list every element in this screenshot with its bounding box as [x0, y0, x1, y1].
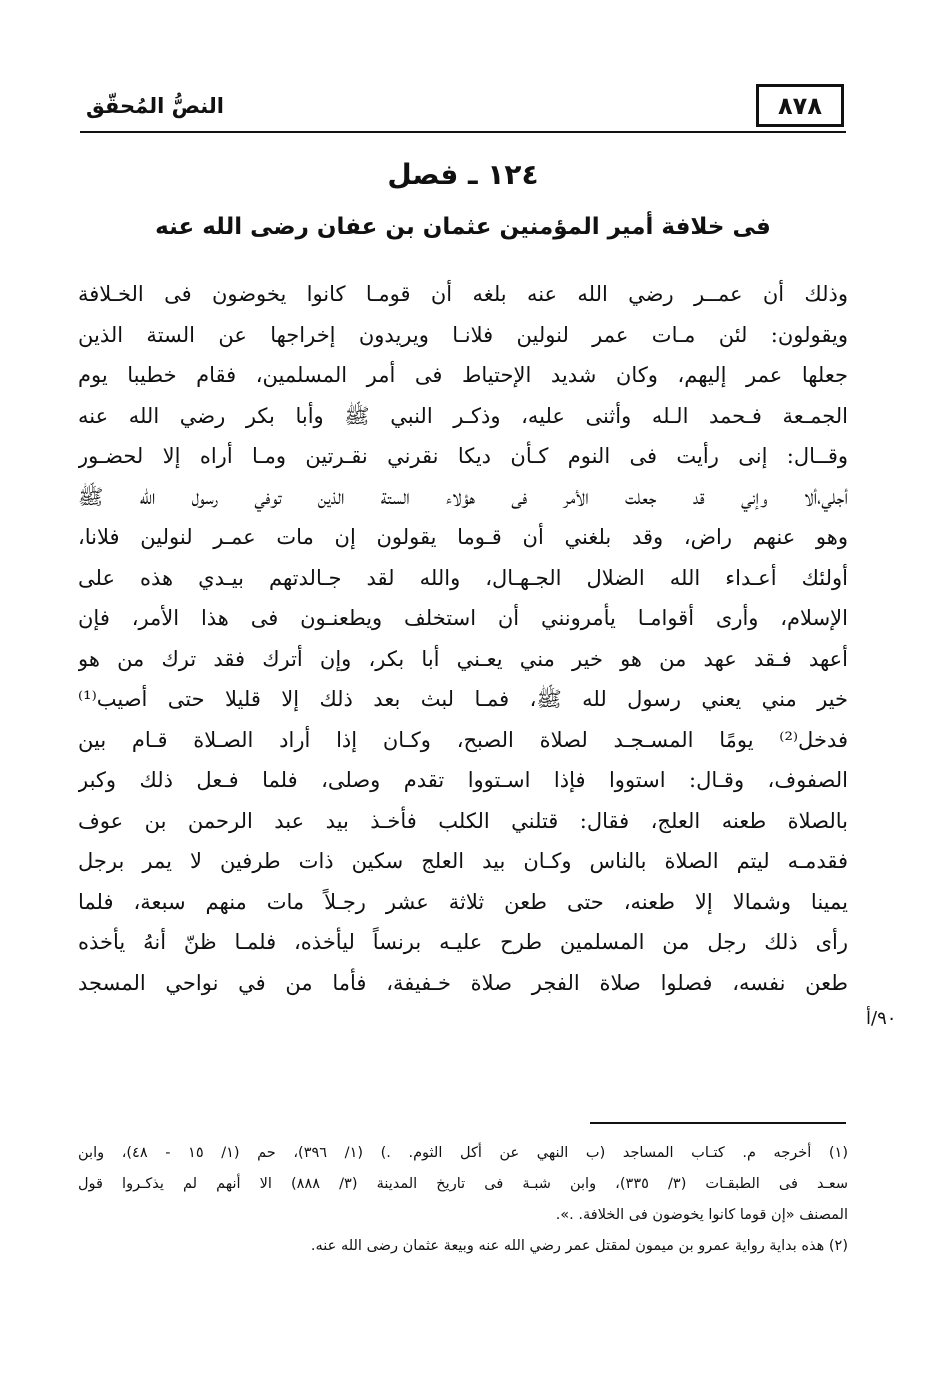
text-line: الصفوف، وقـال: استووا فإذا اسـتووا تقدم وصلى، فلما فـعل ذلك وكبر	[78, 768, 848, 792]
main-text	[78, 274, 848, 1003]
manuscript-folio-note: ٩٠/أ	[866, 1008, 897, 1029]
chapter-subheading: فى خلافة أمير المؤمنين عثمان بن عفان رضى الله عنه	[155, 214, 771, 240]
text-line: الإسلام، وأرى أقوامـا يأمرونني أن استخلف ويطعنـون فى هذا الأمر، فإن	[78, 606, 848, 630]
footnote-line: (٢) هذه بداية رواية عمرو بن ميمون لمقتل عمر رضي الله عنه وبيعة عثمان رضى الله عنه.	[310, 1238, 848, 1254]
header-divider	[80, 131, 846, 133]
text-line: أولئك أعـداء الله الضلال الجـهـال، والله لقد جـالدتهم بيـدي هذه على	[78, 565, 848, 590]
text-line: وهو عنهم راض، وقد بلغني أن قـوما يقولون إن مات عمـر لنولين فلانا،	[78, 525, 848, 549]
text-line: طعن نفسه، فصلوا صلاة الفجر صلاة خـفيفة، فأما من في نواحي المسجد	[78, 970, 848, 995]
footnotes	[78, 1138, 848, 1262]
text-line: وذلك أن عمــر رضي الله عنه بلغه أن قومـا كانوا يخوضون فى الخـلافة	[78, 282, 848, 306]
text-line: يمينا وشمالا إلا طعنه، حتى طعن ثلاثة عشر رجـلاً مات منهم سبعة، فلما	[78, 889, 848, 914]
text-line: الجمـعة فـحمد الـله وأثنى عليه، وذكـر النبي ﷺ وأبا بكر رضي الله عنه	[78, 403, 848, 428]
footnote-line: (١) أخرجه م. كتـاب المساجد (ب النهي عن أكل الثوم. .) (١/ ٣٩٦)، حم (١/ ١٥ - ٤٨)، وابن	[78, 1145, 848, 1161]
footnote-line: سعـد فى الطبقـات (٣/ ٣٣٥)، وابن شبـة فى تاريخ المدينة (٣/ ٨٨٨) الا أنهم لم يذكـروا قول	[78, 1176, 848, 1192]
running-title: النصُّ المُحقّق	[86, 94, 224, 118]
text-line: أجلي،ألا وإني قد جعلت الأمر فى هؤلاء الستة الذين توفي رسول الله ﷺ	[78, 484, 848, 509]
text-line: جعلها عمر إليهم، وكان شديد الإحتياط فى أمر المسلمين، فقام خطيبا يوم	[78, 363, 848, 387]
text-line: بالصلاة طعنه العلج، فقال: قتلني الكلب فأخـذ بيد عبد الرحمن بن عوف	[78, 808, 848, 833]
footnote-divider	[590, 1122, 846, 1124]
page-number: ٨٧٨	[756, 84, 844, 127]
text-line: فقدمـه ليتم الصلاة بالناس وكـان بيد العلج سكين ذات طرفين لا يمر برجل	[78, 849, 848, 873]
text-line: فدخل⁽²⁾ يومًا المسـجـد لصلاة الصبح، وكـان إذا أراد الصـلاة قـام بين	[78, 727, 848, 752]
text-line: خير مني يعني رسول لله ﷺ، فمـا لبث بعد ذلك إلا قليلا حتى أصيب⁽¹⁾	[78, 687, 848, 711]
text-line: ويقولون: لئن مـات عمر لنولين فلانـا ويريدون إخراجها عن الستة الذين	[78, 322, 848, 347]
chapter-heading: ١٢٤ ـ فصل	[387, 158, 539, 191]
text-line: رأى ذلك رجل من المسلمين طرح عليـه برنساً ليأخذه، فلمـا ظنّ أنهُ يأخذه	[78, 930, 848, 954]
text-line: وقــال: إنى رأيت فى النوم كـأن ديكا نقرني نقـرتين ومـا أراه إلا لحضـور	[78, 444, 848, 468]
footnote-line: المصنف «إن قوما كانوا يخوضون فى الخلافة. .».	[555, 1207, 848, 1223]
text-line: أعهد فـقد عهد من هو خير مني يعـني أبا بكر، وإن أترك فقد ترك من هو	[78, 646, 848, 671]
